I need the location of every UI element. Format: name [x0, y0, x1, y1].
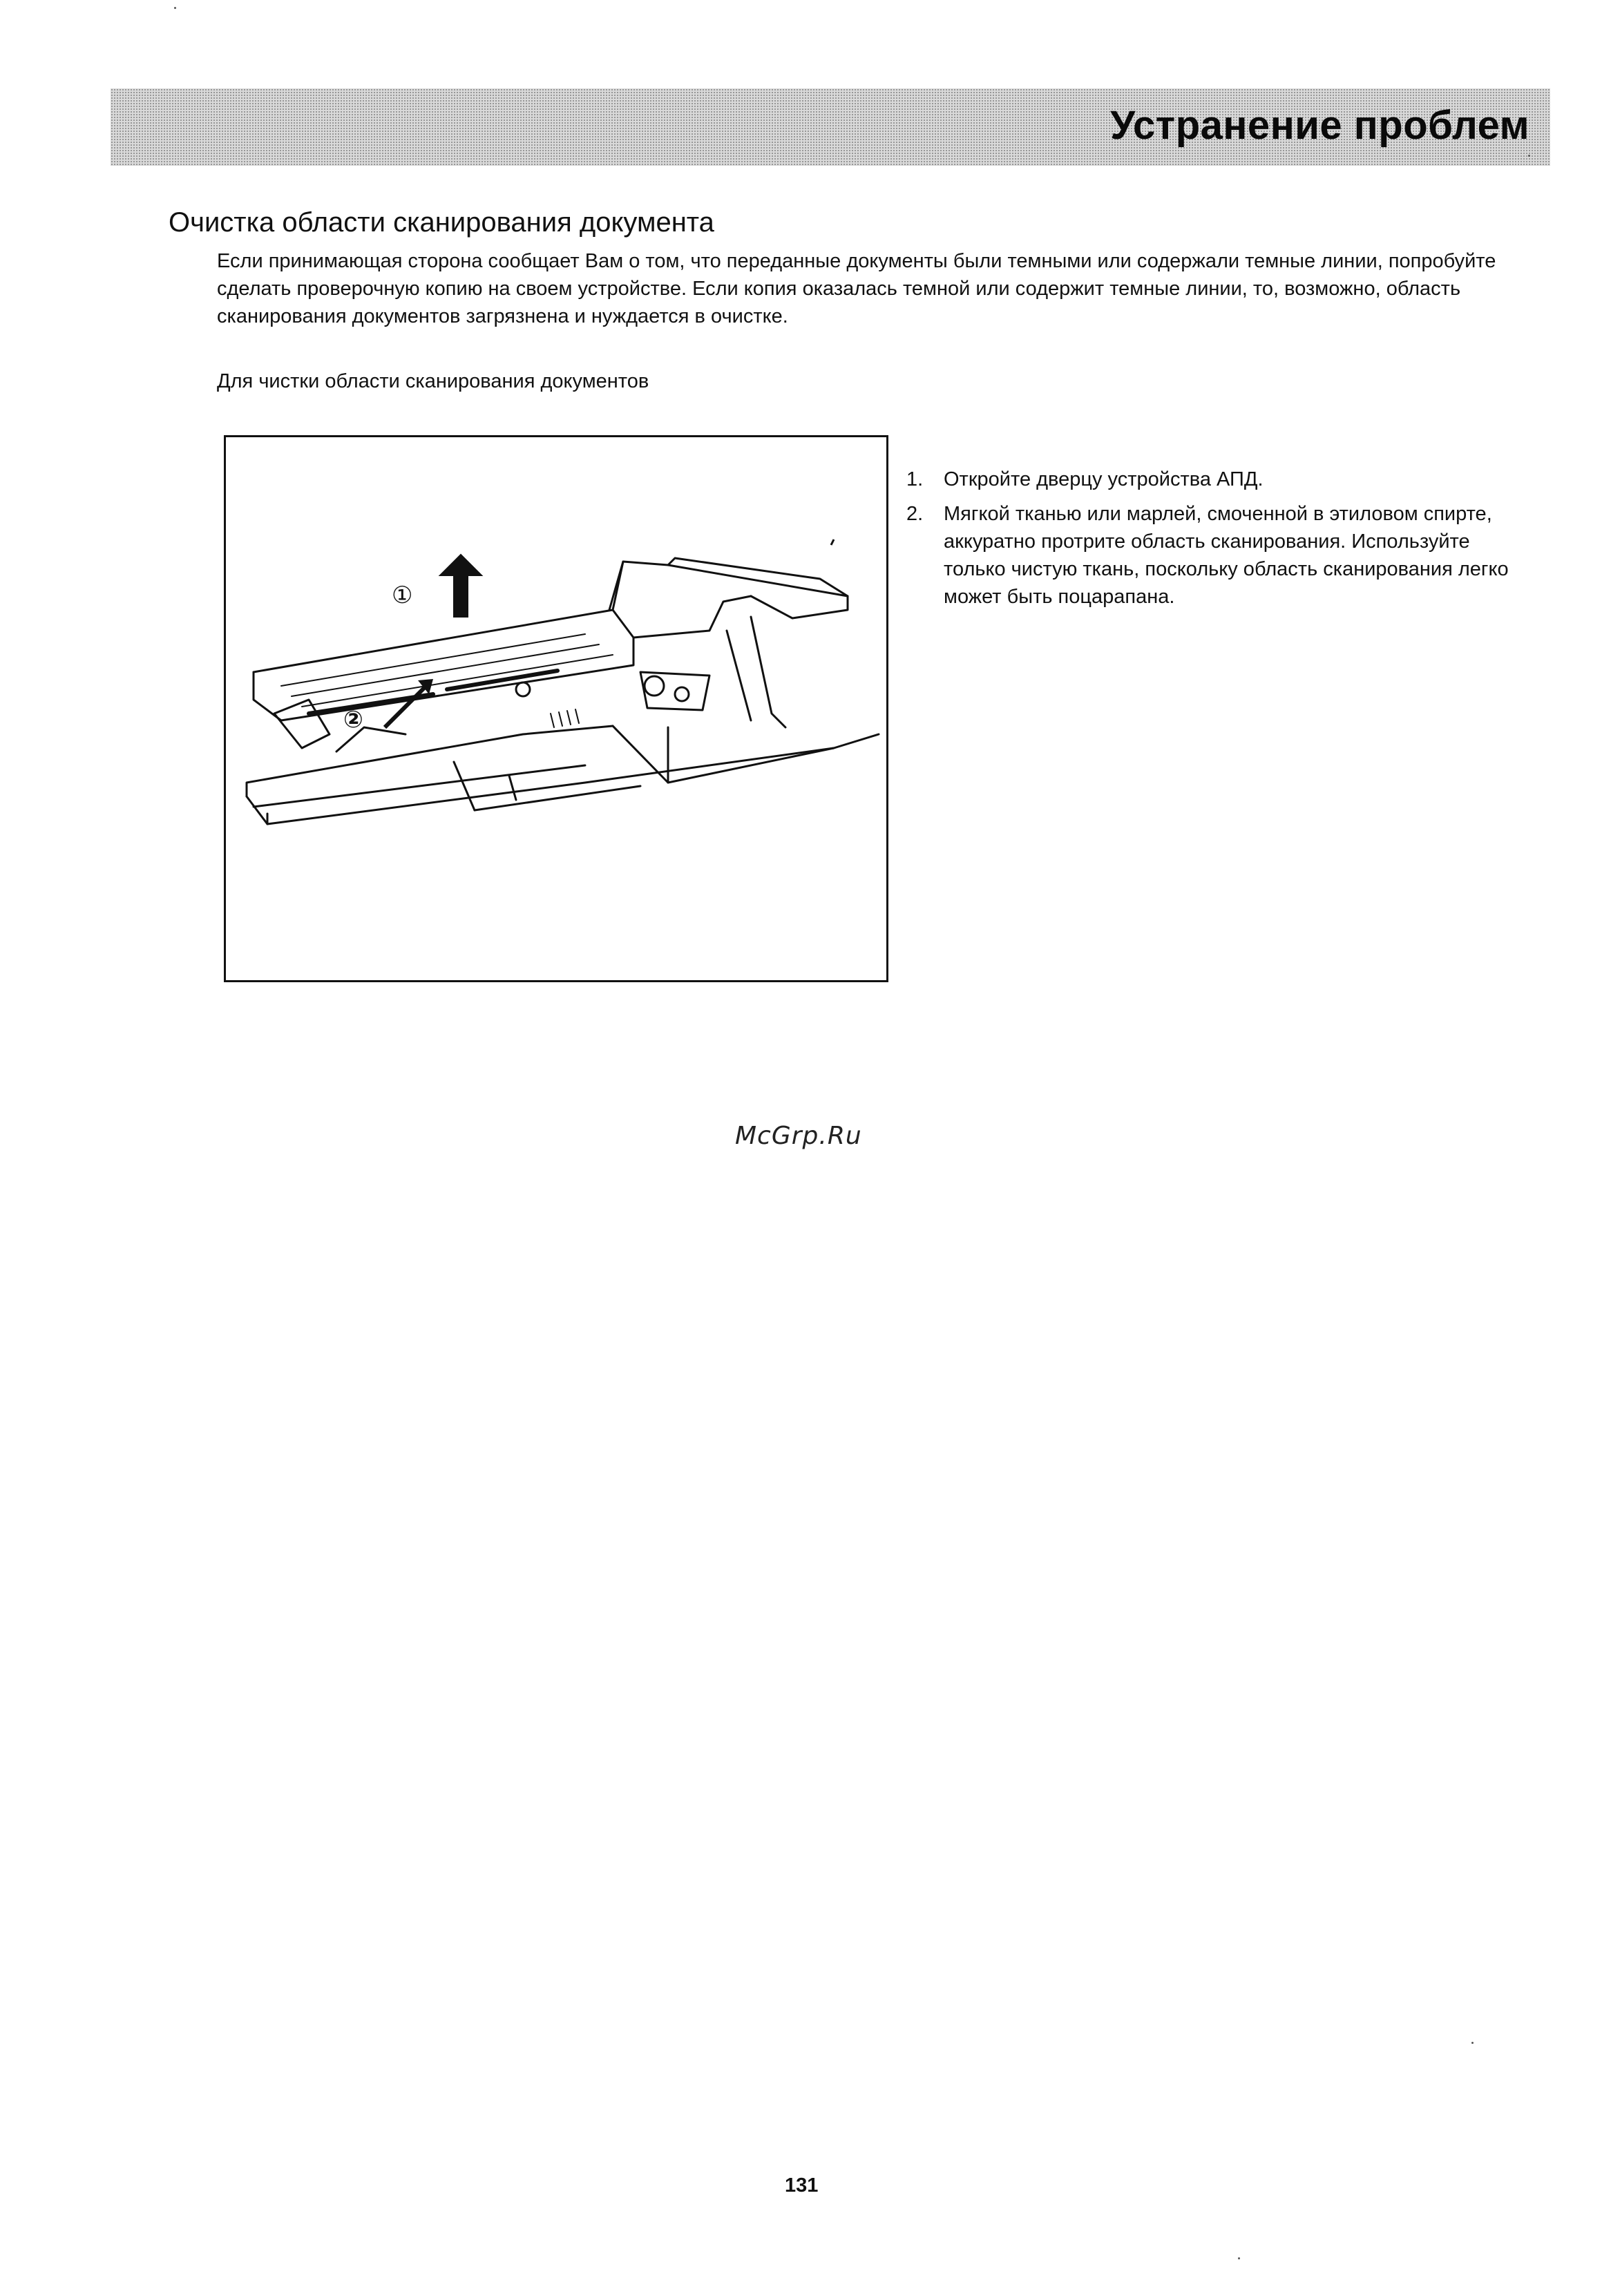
step-number: 2. — [906, 503, 924, 525]
step-text: Откройте дверцу устройства АПД. — [944, 468, 1264, 490]
instruction-steps — [906, 466, 1514, 618]
step-number: 1. — [906, 468, 924, 490]
page-header-title: Устранение проблем — [1110, 103, 1529, 148]
intro-paragraph: Если принимающая сторона сообщает Вам о том, что переданные документы были темными или содержали темные линии, попробуйте сделать проверочную копию на своем устройстве. Если копия оказалась темной или содержит темные линии, то, возможно, область сканирования документов загрязнена и нуждается в очистке. — [217, 250, 1496, 327]
section-title: Очистка области сканирования документа — [169, 207, 714, 238]
scanner-illustration — [224, 435, 888, 982]
list-item — [906, 466, 1514, 493]
step-text: Мягкой тканью или марлей, смоченной в этиловом спирте, аккуратно протрите область сканирования. Используйте только чистую ткань, поскольку область сканирования легко может быть поцарапана. — [944, 503, 1509, 608]
watermark: McGrp.Ru — [735, 1122, 862, 1150]
scan-speck — [1471, 2042, 1474, 2044]
list-item — [906, 500, 1514, 611]
adf-door-drawing — [226, 437, 886, 980]
callout-1: ① — [392, 582, 413, 609]
header-band — [111, 88, 1550, 166]
callout-2: ② — [343, 706, 363, 734]
scan-speck — [1528, 155, 1530, 157]
page-number: 131 — [785, 2174, 819, 2197]
scan-speck — [1238, 2257, 1240, 2259]
procedure-subheading: Для чистки области сканирования документов — [217, 370, 649, 392]
arrow-up-icon — [440, 555, 482, 617]
scan-speck — [174, 7, 176, 9]
